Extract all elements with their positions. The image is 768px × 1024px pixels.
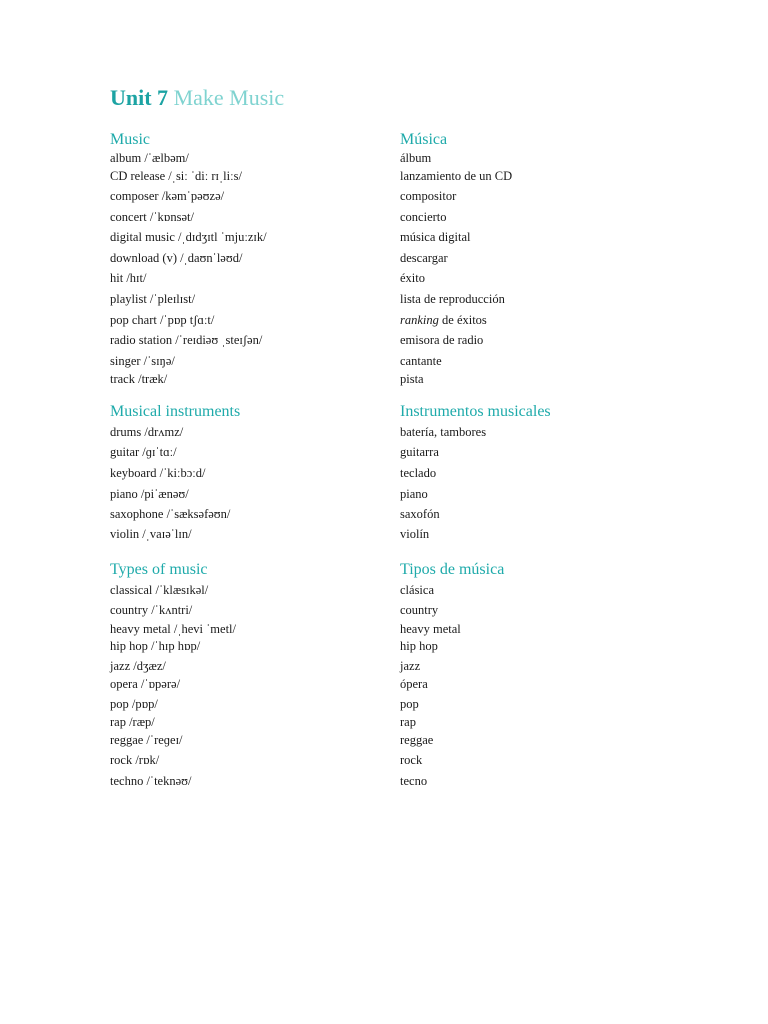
vocab-term: singer /ˈsɪŋə/ <box>110 354 175 368</box>
vocab-translation: emisora de radio <box>400 333 484 347</box>
vocab-translation: jazz <box>400 659 421 673</box>
vocab-term: concert /ˈkɒnsət/ <box>110 210 194 224</box>
vocab-translation: teclado <box>400 466 437 480</box>
vocab-term: jazz /dʒæz/ <box>110 659 166 673</box>
vocab-translation: rap <box>400 715 416 729</box>
vocab-translation: música digital <box>400 230 471 244</box>
section-heading-es: Instrumentos musicales <box>400 403 551 420</box>
vocab-term: digital music /ˌdɪdʒɪtl ˈmjuːzɪk/ <box>110 230 267 244</box>
unit-name: Make Music <box>173 85 285 110</box>
page-title <box>110 85 284 111</box>
vocab-translation: álbum <box>400 151 432 165</box>
vocab-term: reggae /ˈreɡeɪ/ <box>110 733 183 747</box>
vocab-term: rap /ræp/ <box>110 715 155 729</box>
vocab-translation: pop <box>400 697 419 711</box>
vocab-translation: reggae <box>400 733 434 747</box>
vocab-translation: violín <box>400 527 430 541</box>
vocab-term: keyboard /ˈkiːbɔːd/ <box>110 466 206 480</box>
vocab-term: heavy metal /ˌhevi ˈmetl/ <box>110 622 236 636</box>
vocab-translation: compositor <box>400 189 457 203</box>
vocab-term: hip hop /ˈhɪp hɒp/ <box>110 639 201 653</box>
vocab-term: track /træk/ <box>110 372 168 386</box>
vocab-translation: batería, tambores <box>400 425 487 439</box>
section-heading-en: Types of music <box>110 561 208 578</box>
section-heading-en: Musical instruments <box>110 403 241 420</box>
vocab-translation: country <box>400 603 439 617</box>
vocab-translation-rest: de éxitos <box>438 313 487 327</box>
vocab-translation <box>400 313 487 327</box>
vocab-term: pop /pɒp/ <box>110 697 158 711</box>
vocab-translation: guitarra <box>400 445 439 459</box>
vocab-term: techno /ˈteknəʊ/ <box>110 774 192 788</box>
vocab-term: saxophone /ˈsæksəfəʊn/ <box>110 507 231 521</box>
vocab-translation: lanzamiento de un CD <box>400 169 513 183</box>
vocab-term: CD release /ˌsiː ˈdiː rɪˌliːs/ <box>110 169 242 183</box>
vocab-term: violin /ˌvaɪəˈlɪn/ <box>110 527 192 541</box>
vocab-translation: piano <box>400 487 428 501</box>
vocab-translation: descargar <box>400 251 448 265</box>
section-heading-en: Music <box>110 131 150 148</box>
vocab-term: hit /hɪt/ <box>110 271 147 285</box>
section-heading-es: Tipos de música <box>400 561 505 578</box>
vocab-translation: hip hop <box>400 639 438 653</box>
vocab-term: playlist /ˈpleɪlɪst/ <box>110 292 196 306</box>
section-heading-es: Música <box>400 131 448 148</box>
vocab-translation: cantante <box>400 354 442 368</box>
vocab-term: classical /ˈklæsɪkəl/ <box>110 583 209 597</box>
vocab-term: radio station /ˈreɪdiəʊ ˌsteɪʃən/ <box>110 333 263 347</box>
vocab-term: pop chart /ˈpɒp tʃɑːt/ <box>110 313 215 327</box>
vocab-term: piano /piˈænəʊ/ <box>110 487 189 501</box>
vocab-translation: saxofón <box>400 507 440 521</box>
vocab-translation: clásica <box>400 583 435 597</box>
vocab-translation: tecno <box>400 774 428 788</box>
vocab-translation: lista de reproducción <box>400 292 505 306</box>
vocab-translation: ópera <box>400 677 428 691</box>
vocab-term: country /ˈkʌntri/ <box>110 603 193 617</box>
vocab-term: rock /rɒk/ <box>110 753 160 767</box>
vocab-term: guitar /ɡɪˈtɑː/ <box>110 445 177 459</box>
vocab-term: download (v) /ˌdaʊnˈləʊd/ <box>110 251 243 265</box>
unit-number: Unit 7 <box>110 85 169 110</box>
vocab-term: opera /ˈɒpərə/ <box>110 677 181 691</box>
vocab-translation: heavy metal <box>400 622 461 636</box>
vocab-translation: concierto <box>400 210 447 224</box>
vocab-translation: pista <box>400 372 424 386</box>
vocab-term: drums /drʌmz/ <box>110 425 184 439</box>
vocab-term: album /ˈælbəm/ <box>110 151 189 165</box>
vocab-translation: rock <box>400 753 423 767</box>
vocab-translation: éxito <box>400 271 425 285</box>
vocab-translation-italic: ranking <box>400 313 439 327</box>
vocab-term: composer /kəmˈpəʊzə/ <box>110 189 225 203</box>
